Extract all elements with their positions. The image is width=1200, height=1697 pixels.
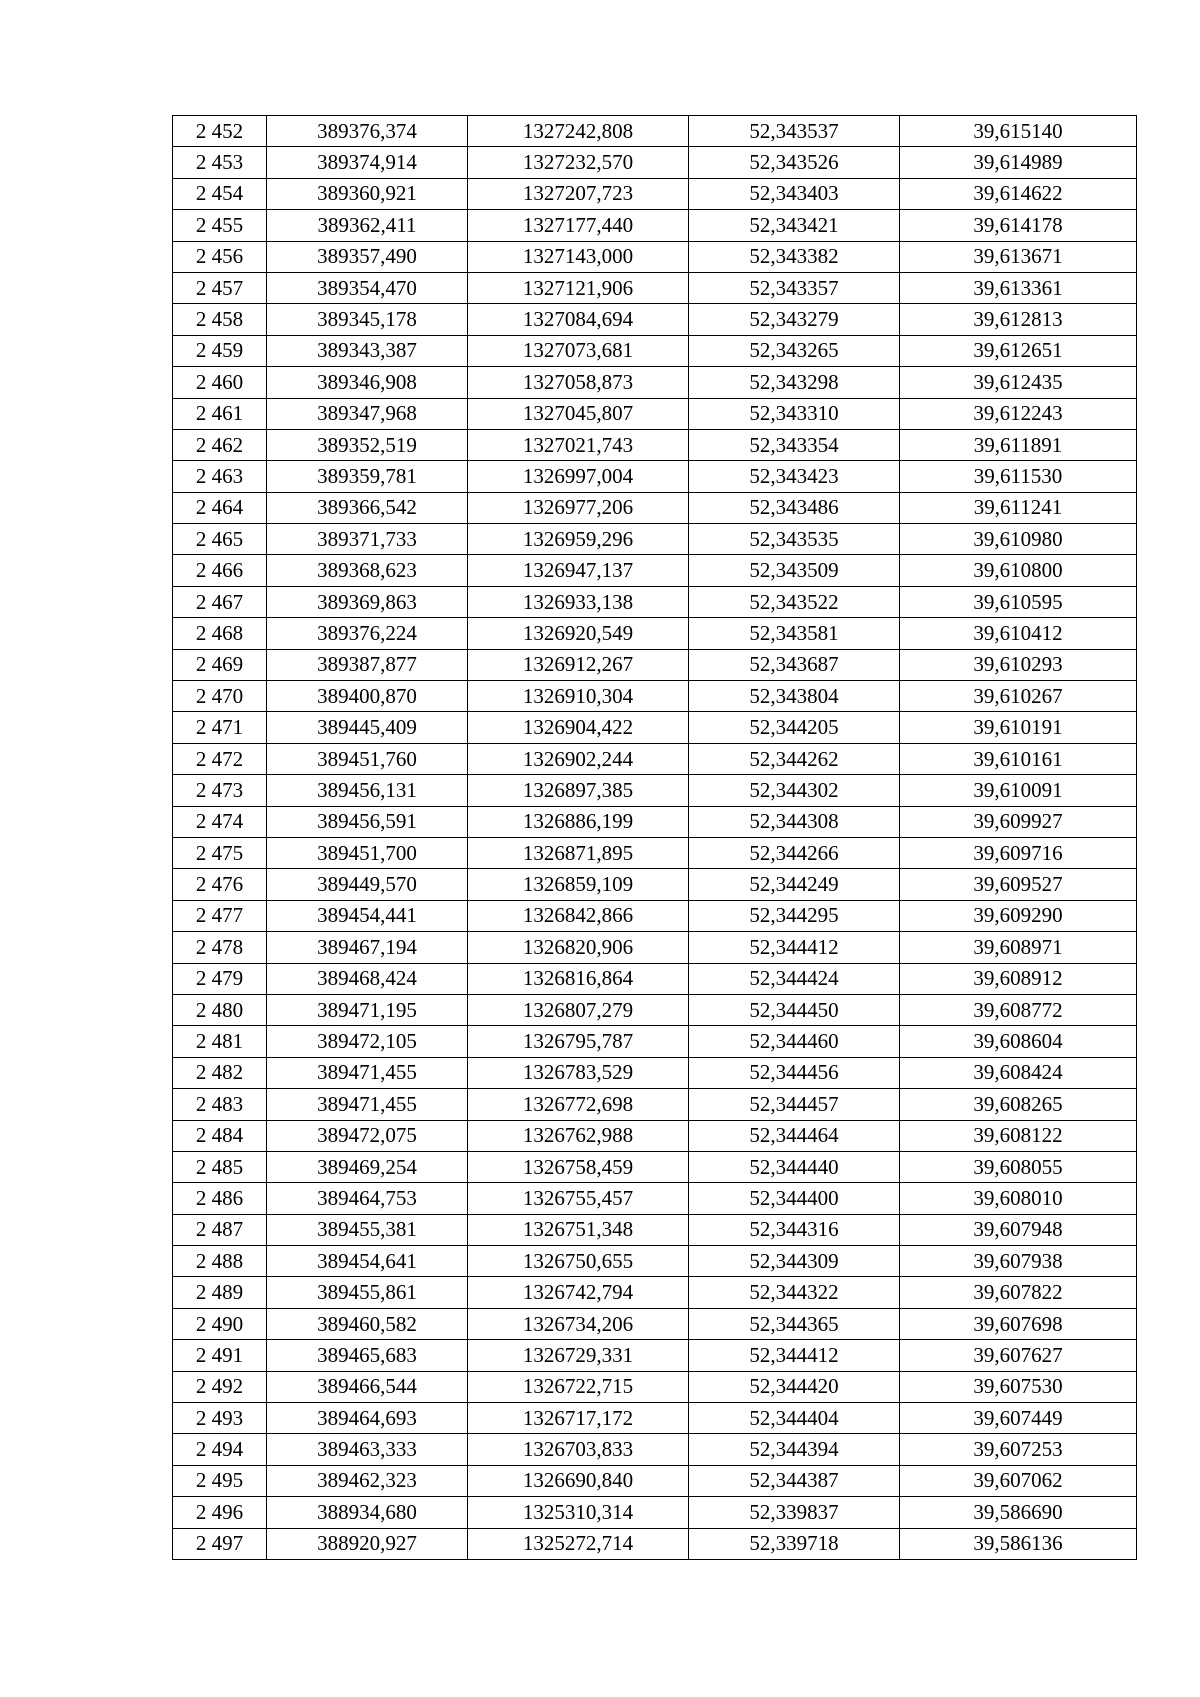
point-number-cell: 2 464 [173, 492, 267, 523]
x-coordinate-cell: 389467,194 [267, 932, 468, 963]
table-row [173, 806, 1137, 837]
longitude-cell: 39,610595 [900, 586, 1137, 617]
longitude-cell: 39,586136 [900, 1528, 1137, 1559]
y-coordinate-cell: 1326902,244 [468, 743, 689, 774]
longitude-cell: 39,607449 [900, 1403, 1137, 1434]
x-coordinate-cell: 389366,542 [267, 492, 468, 523]
point-number-cell: 2 490 [173, 1308, 267, 1339]
latitude-cell: 52,344450 [689, 994, 900, 1025]
x-coordinate-cell: 389347,968 [267, 398, 468, 429]
longitude-cell: 39,610293 [900, 649, 1137, 680]
latitude-cell: 52,344205 [689, 712, 900, 743]
longitude-cell: 39,610267 [900, 681, 1137, 712]
longitude-cell: 39,608971 [900, 932, 1137, 963]
y-coordinate-cell: 1326910,304 [468, 681, 689, 712]
longitude-cell: 39,609716 [900, 837, 1137, 868]
y-coordinate-cell: 1326997,004 [468, 461, 689, 492]
table-row [173, 492, 1137, 523]
latitude-cell: 52,343526 [689, 147, 900, 178]
y-coordinate-cell: 1326920,549 [468, 618, 689, 649]
point-number-cell: 2 458 [173, 304, 267, 335]
longitude-cell: 39,611530 [900, 461, 1137, 492]
y-coordinate-cell: 1326859,109 [468, 869, 689, 900]
table-row [173, 1371, 1137, 1402]
latitude-cell: 52,344309 [689, 1246, 900, 1277]
table-row [173, 367, 1137, 398]
longitude-cell: 39,607948 [900, 1214, 1137, 1245]
x-coordinate-cell: 389343,387 [267, 335, 468, 366]
longitude-cell: 39,609290 [900, 900, 1137, 931]
table-row [173, 461, 1137, 492]
y-coordinate-cell: 1326977,206 [468, 492, 689, 523]
point-number-cell: 2 452 [173, 116, 267, 147]
y-coordinate-cell: 1327207,723 [468, 178, 689, 209]
x-coordinate-cell: 389454,441 [267, 900, 468, 931]
point-number-cell: 2 493 [173, 1403, 267, 1434]
latitude-cell: 52,343687 [689, 649, 900, 680]
table-row [173, 1465, 1137, 1496]
table-row [173, 178, 1137, 209]
y-coordinate-cell: 1327232,570 [468, 147, 689, 178]
latitude-cell: 52,344400 [689, 1183, 900, 1214]
longitude-cell: 39,610191 [900, 712, 1137, 743]
point-number-cell: 2 482 [173, 1057, 267, 1088]
point-number-cell: 2 486 [173, 1183, 267, 1214]
table-row [173, 837, 1137, 868]
longitude-cell: 39,610091 [900, 775, 1137, 806]
point-number-cell: 2 461 [173, 398, 267, 429]
point-number-cell: 2 477 [173, 900, 267, 931]
longitude-cell: 39,612243 [900, 398, 1137, 429]
x-coordinate-cell: 389376,374 [267, 116, 468, 147]
latitude-cell: 52,343403 [689, 178, 900, 209]
y-coordinate-cell: 1326886,199 [468, 806, 689, 837]
point-number-cell: 2 460 [173, 367, 267, 398]
y-coordinate-cell: 1326762,988 [468, 1120, 689, 1151]
table-row [173, 681, 1137, 712]
point-number-cell: 2 453 [173, 147, 267, 178]
latitude-cell: 52,344412 [689, 932, 900, 963]
latitude-cell: 52,344302 [689, 775, 900, 806]
x-coordinate-cell: 389463,333 [267, 1434, 468, 1465]
y-coordinate-cell: 1326933,138 [468, 586, 689, 617]
table-row [173, 398, 1137, 429]
table-row [173, 1183, 1137, 1214]
latitude-cell: 52,344424 [689, 963, 900, 994]
coordinates-table-body [173, 116, 1137, 1560]
table-row [173, 335, 1137, 366]
y-coordinate-cell: 1326690,840 [468, 1465, 689, 1496]
latitude-cell: 52,343535 [689, 524, 900, 555]
x-coordinate-cell: 389465,683 [267, 1340, 468, 1371]
table-row [173, 649, 1137, 680]
longitude-cell: 39,607822 [900, 1277, 1137, 1308]
y-coordinate-cell: 1326758,459 [468, 1151, 689, 1182]
y-coordinate-cell: 1326772,698 [468, 1089, 689, 1120]
point-number-cell: 2 468 [173, 618, 267, 649]
y-coordinate-cell: 1326751,348 [468, 1214, 689, 1245]
x-coordinate-cell: 389466,544 [267, 1371, 468, 1402]
longitude-cell: 39,612435 [900, 367, 1137, 398]
point-number-cell: 2 481 [173, 1026, 267, 1057]
longitude-cell: 39,608122 [900, 1120, 1137, 1151]
point-number-cell: 2 485 [173, 1151, 267, 1182]
longitude-cell: 39,614622 [900, 178, 1137, 209]
y-coordinate-cell: 1326897,385 [468, 775, 689, 806]
latitude-cell: 52,344394 [689, 1434, 900, 1465]
y-coordinate-cell: 1327121,906 [468, 272, 689, 303]
y-coordinate-cell: 1326750,655 [468, 1246, 689, 1277]
table-row [173, 524, 1137, 555]
point-number-cell: 2 476 [173, 869, 267, 900]
longitude-cell: 39,611891 [900, 429, 1137, 460]
longitude-cell: 39,586690 [900, 1497, 1137, 1528]
table-row [173, 932, 1137, 963]
point-number-cell: 2 491 [173, 1340, 267, 1371]
table-row [173, 1277, 1137, 1308]
table-row [173, 1089, 1137, 1120]
point-number-cell: 2 457 [173, 272, 267, 303]
point-number-cell: 2 473 [173, 775, 267, 806]
longitude-cell: 39,608265 [900, 1089, 1137, 1120]
x-coordinate-cell: 389359,781 [267, 461, 468, 492]
longitude-cell: 39,607698 [900, 1308, 1137, 1339]
y-coordinate-cell: 1326842,866 [468, 900, 689, 931]
latitude-cell: 52,344316 [689, 1214, 900, 1245]
y-coordinate-cell: 1326912,267 [468, 649, 689, 680]
longitude-cell: 39,608055 [900, 1151, 1137, 1182]
x-coordinate-cell: 389469,254 [267, 1151, 468, 1182]
latitude-cell: 52,344412 [689, 1340, 900, 1371]
y-coordinate-cell: 1326742,794 [468, 1277, 689, 1308]
table-row [173, 775, 1137, 806]
y-coordinate-cell: 1327242,808 [468, 116, 689, 147]
latitude-cell: 52,343509 [689, 555, 900, 586]
latitude-cell: 52,343486 [689, 492, 900, 523]
latitude-cell: 52,343804 [689, 681, 900, 712]
x-coordinate-cell: 389360,921 [267, 178, 468, 209]
point-number-cell: 2 496 [173, 1497, 267, 1528]
latitude-cell: 52,343310 [689, 398, 900, 429]
latitude-cell: 52,344456 [689, 1057, 900, 1088]
x-coordinate-cell: 389471,195 [267, 994, 468, 1025]
x-coordinate-cell: 389371,733 [267, 524, 468, 555]
longitude-cell: 39,612813 [900, 304, 1137, 335]
table-row [173, 869, 1137, 900]
table-row [173, 304, 1137, 335]
y-coordinate-cell: 1326717,172 [468, 1403, 689, 1434]
y-coordinate-cell: 1327084,694 [468, 304, 689, 335]
longitude-cell: 39,607062 [900, 1465, 1137, 1496]
x-coordinate-cell: 389362,411 [267, 210, 468, 241]
longitude-cell: 39,608010 [900, 1183, 1137, 1214]
y-coordinate-cell: 1326734,206 [468, 1308, 689, 1339]
point-number-cell: 2 459 [173, 335, 267, 366]
latitude-cell: 52,339837 [689, 1497, 900, 1528]
longitude-cell: 39,614989 [900, 147, 1137, 178]
table-row [173, 241, 1137, 272]
table-row [173, 586, 1137, 617]
longitude-cell: 39,607530 [900, 1371, 1137, 1402]
y-coordinate-cell: 1326816,864 [468, 963, 689, 994]
longitude-cell: 39,609927 [900, 806, 1137, 837]
table-row [173, 210, 1137, 241]
table-row [173, 1434, 1137, 1465]
table-row [173, 1214, 1137, 1245]
point-number-cell: 2 470 [173, 681, 267, 712]
x-coordinate-cell: 388920,927 [267, 1528, 468, 1559]
point-number-cell: 2 497 [173, 1528, 267, 1559]
latitude-cell: 52,344295 [689, 900, 900, 931]
x-coordinate-cell: 389354,470 [267, 272, 468, 303]
latitude-cell: 52,344440 [689, 1151, 900, 1182]
y-coordinate-cell: 1326783,529 [468, 1057, 689, 1088]
longitude-cell: 39,612651 [900, 335, 1137, 366]
longitude-cell: 39,607253 [900, 1434, 1137, 1465]
point-number-cell: 2 494 [173, 1434, 267, 1465]
latitude-cell: 52,343279 [689, 304, 900, 335]
x-coordinate-cell: 389471,455 [267, 1089, 468, 1120]
x-coordinate-cell: 389464,753 [267, 1183, 468, 1214]
latitude-cell: 52,344262 [689, 743, 900, 774]
point-number-cell: 2 492 [173, 1371, 267, 1402]
y-coordinate-cell: 1327143,000 [468, 241, 689, 272]
point-number-cell: 2 474 [173, 806, 267, 837]
x-coordinate-cell: 389455,861 [267, 1277, 468, 1308]
longitude-cell: 39,613361 [900, 272, 1137, 303]
longitude-cell: 39,608912 [900, 963, 1137, 994]
latitude-cell: 52,344308 [689, 806, 900, 837]
latitude-cell: 52,344404 [689, 1403, 900, 1434]
x-coordinate-cell: 389387,877 [267, 649, 468, 680]
longitude-cell: 39,610800 [900, 555, 1137, 586]
table-row [173, 1528, 1137, 1559]
point-number-cell: 2 488 [173, 1246, 267, 1277]
table-row [173, 147, 1137, 178]
x-coordinate-cell: 389449,570 [267, 869, 468, 900]
y-coordinate-cell: 1327021,743 [468, 429, 689, 460]
latitude-cell: 52,344460 [689, 1026, 900, 1057]
y-coordinate-cell: 1327073,681 [468, 335, 689, 366]
y-coordinate-cell: 1325310,314 [468, 1497, 689, 1528]
x-coordinate-cell: 389369,863 [267, 586, 468, 617]
table-row [173, 1403, 1137, 1434]
point-number-cell: 2 489 [173, 1277, 267, 1308]
x-coordinate-cell: 389472,075 [267, 1120, 468, 1151]
point-number-cell: 2 456 [173, 241, 267, 272]
table-row [173, 1246, 1137, 1277]
point-number-cell: 2 495 [173, 1465, 267, 1496]
point-number-cell: 2 455 [173, 210, 267, 241]
x-coordinate-cell: 389462,323 [267, 1465, 468, 1496]
longitude-cell: 39,610980 [900, 524, 1137, 555]
latitude-cell: 52,343581 [689, 618, 900, 649]
table-row [173, 1340, 1137, 1371]
x-coordinate-cell: 389357,490 [267, 241, 468, 272]
point-number-cell: 2 472 [173, 743, 267, 774]
latitude-cell: 52,343298 [689, 367, 900, 398]
x-coordinate-cell: 389345,178 [267, 304, 468, 335]
y-coordinate-cell: 1327177,440 [468, 210, 689, 241]
longitude-cell: 39,607938 [900, 1246, 1137, 1277]
latitude-cell: 52,343522 [689, 586, 900, 617]
x-coordinate-cell: 389456,591 [267, 806, 468, 837]
x-coordinate-cell: 389464,693 [267, 1403, 468, 1434]
table-row [173, 743, 1137, 774]
y-coordinate-cell: 1327058,873 [468, 367, 689, 398]
table-row [173, 994, 1137, 1025]
table-row [173, 1120, 1137, 1151]
x-coordinate-cell: 389456,131 [267, 775, 468, 806]
table-row [173, 900, 1137, 931]
latitude-cell: 52,344249 [689, 869, 900, 900]
y-coordinate-cell: 1326755,457 [468, 1183, 689, 1214]
y-coordinate-cell: 1326807,279 [468, 994, 689, 1025]
point-number-cell: 2 462 [173, 429, 267, 460]
point-number-cell: 2 478 [173, 932, 267, 963]
point-number-cell: 2 480 [173, 994, 267, 1025]
x-coordinate-cell: 389352,519 [267, 429, 468, 460]
x-coordinate-cell: 389346,908 [267, 367, 468, 398]
table-row [173, 429, 1137, 460]
y-coordinate-cell: 1326729,331 [468, 1340, 689, 1371]
table-row [173, 1057, 1137, 1088]
coordinates-table [172, 115, 1137, 1560]
latitude-cell: 52,343423 [689, 461, 900, 492]
longitude-cell: 39,611241 [900, 492, 1137, 523]
point-number-cell: 2 454 [173, 178, 267, 209]
latitude-cell: 52,344322 [689, 1277, 900, 1308]
point-number-cell: 2 467 [173, 586, 267, 617]
y-coordinate-cell: 1325272,714 [468, 1528, 689, 1559]
x-coordinate-cell: 389454,641 [267, 1246, 468, 1277]
x-coordinate-cell: 389451,760 [267, 743, 468, 774]
y-coordinate-cell: 1326959,296 [468, 524, 689, 555]
longitude-cell: 39,608604 [900, 1026, 1137, 1057]
x-coordinate-cell: 389445,409 [267, 712, 468, 743]
table-row [173, 1151, 1137, 1182]
longitude-cell: 39,607627 [900, 1340, 1137, 1371]
x-coordinate-cell: 389400,870 [267, 681, 468, 712]
table-row [173, 1497, 1137, 1528]
x-coordinate-cell: 389376,224 [267, 618, 468, 649]
point-number-cell: 2 469 [173, 649, 267, 680]
latitude-cell: 52,343354 [689, 429, 900, 460]
table-row [173, 1308, 1137, 1339]
point-number-cell: 2 475 [173, 837, 267, 868]
table-row [173, 963, 1137, 994]
point-number-cell: 2 484 [173, 1120, 267, 1151]
latitude-cell: 52,344387 [689, 1465, 900, 1496]
x-coordinate-cell: 389451,700 [267, 837, 468, 868]
longitude-cell: 39,608772 [900, 994, 1137, 1025]
x-coordinate-cell: 389472,105 [267, 1026, 468, 1057]
x-coordinate-cell: 389471,455 [267, 1057, 468, 1088]
x-coordinate-cell: 389368,623 [267, 555, 468, 586]
table-row [173, 618, 1137, 649]
point-number-cell: 2 465 [173, 524, 267, 555]
longitude-cell: 39,609527 [900, 869, 1137, 900]
latitude-cell: 52,344365 [689, 1308, 900, 1339]
point-number-cell: 2 483 [173, 1089, 267, 1120]
point-number-cell: 2 487 [173, 1214, 267, 1245]
longitude-cell: 39,615140 [900, 116, 1137, 147]
longitude-cell: 39,610412 [900, 618, 1137, 649]
longitude-cell: 39,610161 [900, 743, 1137, 774]
y-coordinate-cell: 1326703,833 [468, 1434, 689, 1465]
table-row [173, 1026, 1137, 1057]
x-coordinate-cell: 389374,914 [267, 147, 468, 178]
latitude-cell: 52,343265 [689, 335, 900, 366]
latitude-cell: 52,344266 [689, 837, 900, 868]
table-row [173, 116, 1137, 147]
longitude-cell: 39,608424 [900, 1057, 1137, 1088]
y-coordinate-cell: 1326871,895 [468, 837, 689, 868]
y-coordinate-cell: 1326820,906 [468, 932, 689, 963]
point-number-cell: 2 479 [173, 963, 267, 994]
table-row [173, 555, 1137, 586]
latitude-cell: 52,343382 [689, 241, 900, 272]
latitude-cell: 52,343421 [689, 210, 900, 241]
latitude-cell: 52,339718 [689, 1528, 900, 1559]
table-row [173, 712, 1137, 743]
longitude-cell: 39,614178 [900, 210, 1137, 241]
point-number-cell: 2 466 [173, 555, 267, 586]
table-row [173, 272, 1137, 303]
point-number-cell: 2 471 [173, 712, 267, 743]
y-coordinate-cell: 1326904,422 [468, 712, 689, 743]
longitude-cell: 39,613671 [900, 241, 1137, 272]
latitude-cell: 52,344420 [689, 1371, 900, 1402]
x-coordinate-cell: 388934,680 [267, 1497, 468, 1528]
latitude-cell: 52,344457 [689, 1089, 900, 1120]
point-number-cell: 2 463 [173, 461, 267, 492]
y-coordinate-cell: 1327045,807 [468, 398, 689, 429]
latitude-cell: 52,343357 [689, 272, 900, 303]
x-coordinate-cell: 389460,582 [267, 1308, 468, 1339]
latitude-cell: 52,343537 [689, 116, 900, 147]
y-coordinate-cell: 1326722,715 [468, 1371, 689, 1402]
y-coordinate-cell: 1326795,787 [468, 1026, 689, 1057]
x-coordinate-cell: 389468,424 [267, 963, 468, 994]
latitude-cell: 52,344464 [689, 1120, 900, 1151]
x-coordinate-cell: 389455,381 [267, 1214, 468, 1245]
y-coordinate-cell: 1326947,137 [468, 555, 689, 586]
